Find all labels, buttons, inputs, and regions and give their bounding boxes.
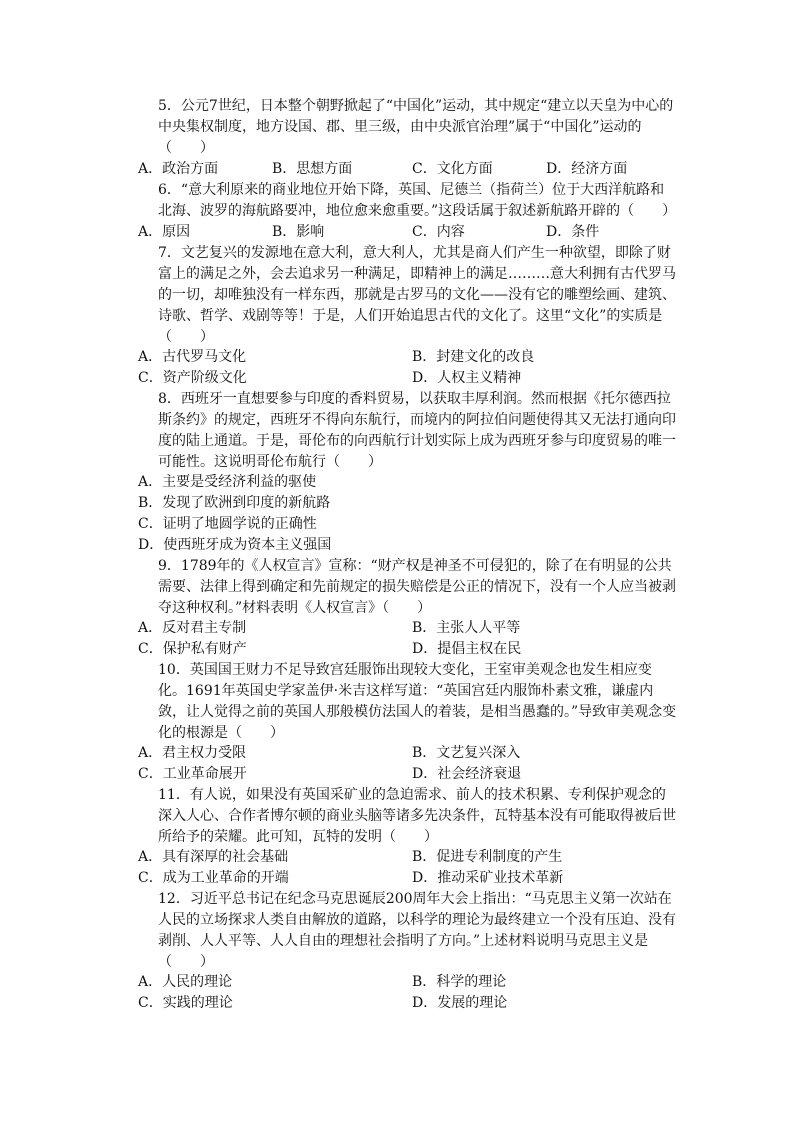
question-text: 公元7世纪，日本整个朝野掀起了“中国化”运动，其中规定“建立以天皇为中心的中央集权制度，地方设国、郡、里三级，由中央派官治理”属于“中国化”运动的（ ）	[158, 98, 674, 156]
question-7	[158, 243, 678, 348]
option-a[interactable]: A．古代罗马文化	[138, 349, 247, 365]
option-b[interactable]: B．思想方面	[272, 161, 353, 177]
question-6-options	[138, 222, 678, 243]
question-stem	[158, 660, 678, 744]
question-number: 7．	[158, 245, 181, 261]
question-number: 9．	[158, 558, 181, 574]
option-d[interactable]: D．发展的理论	[412, 995, 508, 1011]
option-c[interactable]: C．证明了地圆学说的正确性	[138, 516, 317, 532]
question-7-options	[138, 347, 678, 389]
question-12	[158, 889, 678, 973]
question-number: 11．	[158, 787, 190, 803]
option-d[interactable]: D．人权主义精神	[412, 370, 522, 386]
question-5	[158, 96, 678, 159]
question-stem	[158, 180, 678, 222]
question-number: 8．	[158, 391, 181, 407]
question-stem	[158, 243, 678, 348]
option-c[interactable]: C．保护私有财产	[138, 641, 247, 657]
option-a[interactable]: A．具有深厚的社会基础	[138, 849, 289, 865]
option-c[interactable]: C．内容	[412, 224, 465, 240]
option-b[interactable]: B．科学的理论	[412, 974, 507, 990]
question-stem	[158, 556, 678, 619]
option-b[interactable]: B．影响	[272, 224, 325, 240]
question-number: 5．	[158, 98, 181, 114]
question-8-options	[138, 472, 678, 556]
question-text: 习近平总书记在纪念马克思诞辰200周年大会上指出：“马克思主义第一次站在人民的立场探求人类自由解放的道路，以科学的理论为最终建立一个没有压迫、没有剥削、人人平等、人人自由的理想社会指明了方向。”上述材料说明马克思主义是（ ）	[158, 891, 676, 970]
question-10-options	[138, 743, 678, 785]
question-9-options	[138, 618, 678, 660]
option-d[interactable]: D．条件	[546, 224, 600, 240]
question-text: 西班牙一直想要参与印度的香料贸易，以获取丰厚利润。然而根据《托尔德西拉斯条约》的规定，西班牙不得向东航行，而境内的阿拉伯问题使得其又无法打通向印度的陆上通道。于是，哥伦布的向西航行计划实际上成为西班牙参与印度贸易的唯一可能性。这说明哥伦布航行（ ）	[158, 391, 676, 470]
option-d[interactable]: D．推动采矿业技术革新	[412, 870, 564, 886]
option-c[interactable]: C．文化方面	[412, 161, 493, 177]
option-b[interactable]: B．文艺复兴深入	[412, 745, 521, 761]
option-c[interactable]: C．实践的理论	[138, 995, 233, 1011]
option-b[interactable]: B．主张人人平等	[412, 620, 521, 636]
question-8	[158, 389, 678, 473]
question-stem	[158, 96, 678, 159]
option-c[interactable]: C．资产阶级文化	[138, 370, 247, 386]
question-5-options	[138, 159, 678, 180]
option-a[interactable]: A．政治方面	[138, 161, 219, 177]
question-9	[158, 556, 678, 619]
question-11	[158, 785, 678, 848]
question-stem	[158, 389, 678, 473]
question-text: 1789年的《人权宣言》宣称：“财产权是神圣不可侵犯的，除了在有明显的公共需要、法律上得到确定和先前规定的损失赔偿是公正的情况下，没有一个人应当被剥夺这种权利。”材料表明《人权宣言》（ ）	[158, 558, 676, 616]
option-b[interactable]: B．发现了欧洲到印度的新航路	[138, 495, 331, 511]
option-a[interactable]: A．主要是受经济利益的驱使	[138, 474, 317, 490]
question-text: 文艺复兴的发源地在意大利，意大利人，尤其是商人们产生一种欲望，即除了财富上的满足之外，会去追求另一种满足，即精神上的满足………意大利拥有古代罗马的一切，却唯独没有一样东西，那就是古罗马的文化——没有它的雕塑绘画、建筑、诗歌、哲学、戏剧等等！于是，人们开始追思古代的文化了。这里“文化”的实质是（ ）	[158, 245, 676, 345]
option-d[interactable]: D．社会经济衰退	[412, 766, 522, 782]
option-c[interactable]: C．成为工业革命的开端	[138, 870, 289, 886]
option-c[interactable]: C．工业革命展开	[138, 766, 247, 782]
option-d[interactable]: D．提倡主权在民	[412, 641, 522, 657]
option-d[interactable]: D．使西班牙成为资本主义强国	[138, 537, 332, 553]
question-text: 英国国王财力不足导致宫廷服饰出现较大变化，王室审美观念也发生相应变化。1691年英国史学家盖伊·米吉这样写道：“英国宫廷内服饰朴素文雅，谦虚内敛，让人觉得之前的英国人那般模仿法国人的着装，是相当愚蠢的。”导致审美观念变化的根源是（ ）	[158, 662, 677, 741]
question-6	[158, 180, 678, 222]
option-a[interactable]: A．反对君主专制	[138, 620, 247, 636]
question-stem	[158, 785, 678, 848]
option-a[interactable]: A．人民的理论	[138, 974, 233, 990]
question-12-options	[138, 972, 678, 1014]
question-text: 有人说，如果没有英国采矿业的急迫需求、前人的技术积累、专利保护观念的深入人心、合作者博尔顿的商业头脑等诸多先决条件，瓦特基本没有可能取得被后世所给予的荣耀。此可知，瓦特的发明（ ）	[158, 787, 676, 845]
option-a[interactable]: A．原因	[138, 224, 191, 240]
question-number: 6．	[158, 182, 181, 198]
option-b[interactable]: B．封建文化的改良	[412, 349, 535, 365]
question-11-options	[138, 847, 678, 889]
question-10	[158, 660, 678, 744]
option-b[interactable]: B．促进专利制度的产生	[412, 849, 563, 865]
option-d[interactable]: D．经济方面	[546, 161, 628, 177]
question-number: 10．	[158, 662, 190, 678]
question-number: 12．	[158, 891, 190, 907]
question-text: “意大利原来的商业地位开始下降，英国、尼德兰（指荷兰）位于大西洋航路和北海、波罗的海航路要冲，地位愈来愈重要。”这段话属于叙述新航路开辟的（ ）	[158, 182, 677, 219]
option-a[interactable]: A．君主权力受限	[138, 745, 247, 761]
question-stem	[158, 889, 678, 973]
